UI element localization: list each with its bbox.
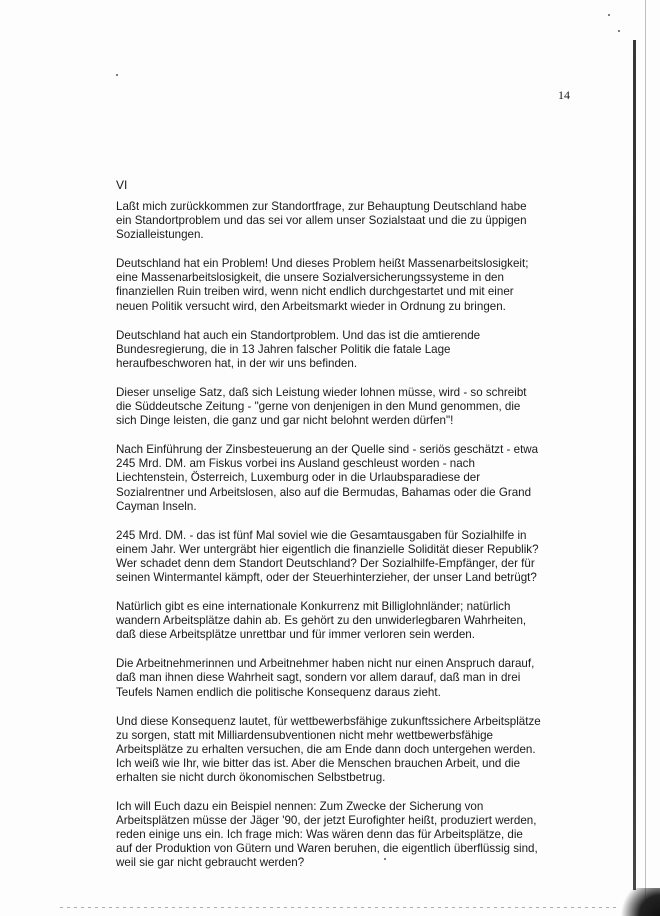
paragraph: Und diese Konsequenz lautet, für wettbewerbsfähige zukunftssichere Arbeitsplätze zu sorgen, statt mit Milliardensubventionen nicht mehr wettbewerbsfähige Arbeitsplätze zu erhalten versuchen, die am Ende dann doch untergehen werden. Ich weiß wie Ihr, wie bitter das ist. Aber die Menschen brauchen Arbeit, und die erhalten sie nicht durch ökonomischen Selbstbetrug.	[116, 714, 541, 784]
scan-bottom-edge	[60, 907, 620, 908]
paragraph: Laßt mich zurückkommen zur Standortfrage, zur Behauptung Deutschland habe ein Standortproblem und das sei vor allem unser Sozialstaat und die zu üppigen Sozialleistungen.	[116, 200, 527, 242]
paragraph: Dieser unselige Satz, daß sich Leistung wieder lohnen müsse, wird - so schreibt die Süddeutsche Zeitung - "gerne von denjenigen in den Mund genommen, die sich Dinge leisten, die ganz und gar nicht belohnt werden dürfen"!	[116, 385, 527, 428]
paragraph: Deutschland hat ein Problem! Und dieses Problem heißt Massenarbeitslosigkeit; eine Massenarbeitslosigkeit, die unsere Sozialversicherungssysteme in den finanziellen Ruin treiben wird, wenn nicht endlich durchgestartet und mit einer neuen Politik versucht wird, den Arbeitsmarkt wieder in Ordnung zu bringen.	[116, 257, 529, 313]
paragraph: Deutschland hat auch ein Standortproblem. Und das ist die amtierende Bundesregierung, die in 13 Jahren falscher Politik die fatale Lage heraufbeschworen hat, in der wir uns befinden.	[116, 328, 481, 370]
scan-speck	[116, 74, 118, 76]
section-heading: VI	[116, 178, 128, 192]
scan-edge-shadow	[633, 40, 636, 890]
paragraph: Nach Einführung der Zinsbesteuerung an der Quelle sind - seriös geschätzt - etwa 245 Mrd. DM. am Fiskus vorbei ins Ausland geschleust worden - nach Liechtenstein, Österreich, Luxemburg oder in die Urlaubsparadiese der Sozialrentner und Arbeitslosen, also auf die Bermudas, Bahamas oder die Grand Cayman Inseln.	[116, 443, 539, 513]
paragraph: Die Arbeitnehmerinnen und Arbeitnehmer haben nicht nur einen Anspruch darauf, daß man ihnen diese Wahrheit sagt, sondern vor allem darauf, daß man in drei Teufels Namen endlich die politische Konsequenz daraus zieht.	[116, 657, 535, 699]
page-number: 14	[558, 88, 570, 102]
scan-corner-shadow	[616, 888, 660, 916]
body-text	[116, 200, 556, 886]
paragraph: 245 Mrd. DM. - das ist fünf Mal soviel wie die Gesamtausgaben für Sozialhilfe in einem Jahr. Wer untergräbt hier eigentlich die finanzielle Solidität dieser Republik? Wer schadet denn dem Standort Deutschland? Der Sozialhilfe-Empfänger, der für seinen Wintermantel kämpft, oder der Steuerhinterzieher, der unser Land betrügt?	[116, 528, 539, 584]
scan-speck	[608, 14, 610, 16]
paragraph: Ich will Euch dazu ein Beispiel nennen: Zum Zwecke der Sicherung von Arbeitsplätzen müsse der Jäger '90, der jetzt Eurofighter heißt, produziert werden, reden einige uns ein. Ich frage mich: Was wären denn das für Arbeitsplätze, die auf der Produktion von Gütern und Waren beruhen, die eigentlich überflüssig sind, weil sie gar nicht gebraucht werden?	[116, 800, 538, 870]
paragraph: Natürlich gibt es eine internationale Konkurrenz mit Billiglohnländer; natürlich wandern Arbeitsplätze dahin ab. Es gehört zu den unwiderlegbaren Wahrheiten, daß diese Arbeitsplätze unrettbar und für immer verloren sein werden.	[116, 600, 527, 642]
scan-edge-line	[645, 0, 646, 916]
scan-speck	[618, 30, 620, 32]
